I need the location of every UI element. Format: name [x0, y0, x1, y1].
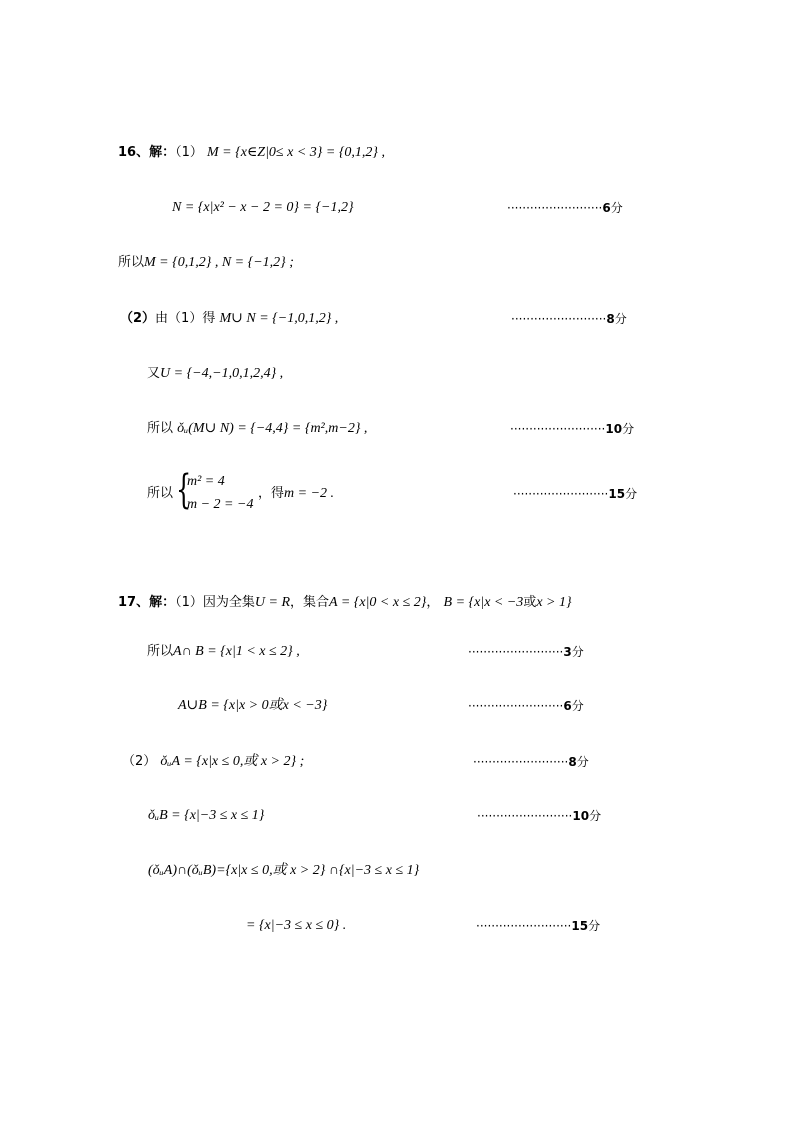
q17-score-6: ·························6分	[468, 699, 584, 713]
q16-part1-label: （1）	[175, 145, 203, 160]
q16-score-6: ·························6分	[507, 201, 623, 215]
q17-score-3: ·························3分	[468, 645, 584, 659]
q17-line5	[148, 806, 264, 826]
q17-intersection: A∩ B = {x|1 < x ≤ 2} ,	[173, 644, 300, 659]
q16-line3: 所以M = {0,1,2} , N = {−1,2} ;	[118, 255, 294, 270]
q16-line5: 又U = {−4,−1,0,1,2,4} ,	[147, 366, 284, 381]
q16-system-eq2: m − 2 = −4	[187, 497, 254, 512]
q17-header: 17、解：	[118, 595, 176, 610]
q16-line4: （2）由（1）得 M∪ N = {−1,0,1,2} ,	[120, 311, 339, 326]
q16-set-m-definition: M = {x∈Z|0≤ x < 3} = {0,1,2} ,	[207, 145, 386, 160]
q17-complement-b: ǒᵤB = {x|−3 ≤ x ≤ 1}	[148, 808, 265, 823]
q17-final-result: = {x|−3 ≤ x ≤ 0} .	[246, 918, 347, 933]
q16-line1	[118, 143, 385, 163]
q16-union: M∪ N = {−1,0,1,2} ,	[219, 311, 339, 326]
q17-complement-a: ǒᵤA = {x|x ≤ 0,或 x > 2} ;	[160, 754, 305, 769]
q16-answer-m: m = −2 .	[284, 486, 335, 501]
q17-complement-intersection: (ǒᵤA)∩(ǒᵤB)={x|x ≤ 0,或 x > 2} ∩{x|−3 ≤ x ≤ 1}	[148, 863, 420, 878]
q17-universal: U = R	[254, 595, 290, 610]
q16-result-sets: M = {0,1,2} , N = {−1,2} ;	[144, 255, 294, 270]
q17-set-a: A = {x|0 < x ≤ 2}	[329, 595, 427, 610]
q17-score-15: ·························15分	[476, 919, 601, 933]
q16-system-brace: {	[176, 467, 192, 513]
q17-line3	[178, 696, 327, 716]
q16-set-n-definition: N = {x|x² − x − 2 = 0} = {−1,2}	[172, 200, 354, 215]
q16-score-8: ·························8分	[511, 312, 627, 326]
q16-score-10: ·························10分	[510, 422, 635, 436]
q16-line7-prefix: 所以	[147, 486, 174, 501]
q17-line6	[148, 861, 419, 881]
q17-union: A∪B = {x|x > 0或x < −3}	[178, 698, 328, 713]
q16-line7-result: ，得m = −2 .	[258, 486, 335, 501]
q16-header: 16、解：	[118, 145, 176, 160]
q17-line2: 所以A∩ B = {x|1 < x ≤ 2} ,	[147, 644, 300, 659]
q17-line4: （2） ǒᵤA = {x|x ≤ 0,或 x > 2} ;	[122, 754, 305, 769]
q16-line6: 所以 ǒᵤ(M∪ N) = {−4,4} = {m²,m−2} ,	[147, 421, 368, 436]
q17-line7	[246, 916, 346, 936]
q17-line1: 17、解：（1）因为全集U = R，集合A = {x|0 < x ≤ 2}， B = {x|x < −3或x > 1}	[118, 595, 572, 610]
q16-system-eq1: m² = 4	[187, 474, 225, 489]
q16-score-15: ·························15分	[513, 487, 638, 501]
q17-score-10: ·························10分	[477, 809, 602, 823]
q17-score-8: ·························8分	[473, 755, 589, 769]
q16-line2	[172, 198, 354, 218]
q16-universal-set: U = {−4,−1,0,1,2,4} ,	[160, 366, 284, 381]
q17-set-b: B = {x|x < −3	[443, 595, 524, 610]
q16-complement: ǒᵤ(M∪ N) = {−4,4} = {m²,m−2} ,	[177, 421, 368, 436]
